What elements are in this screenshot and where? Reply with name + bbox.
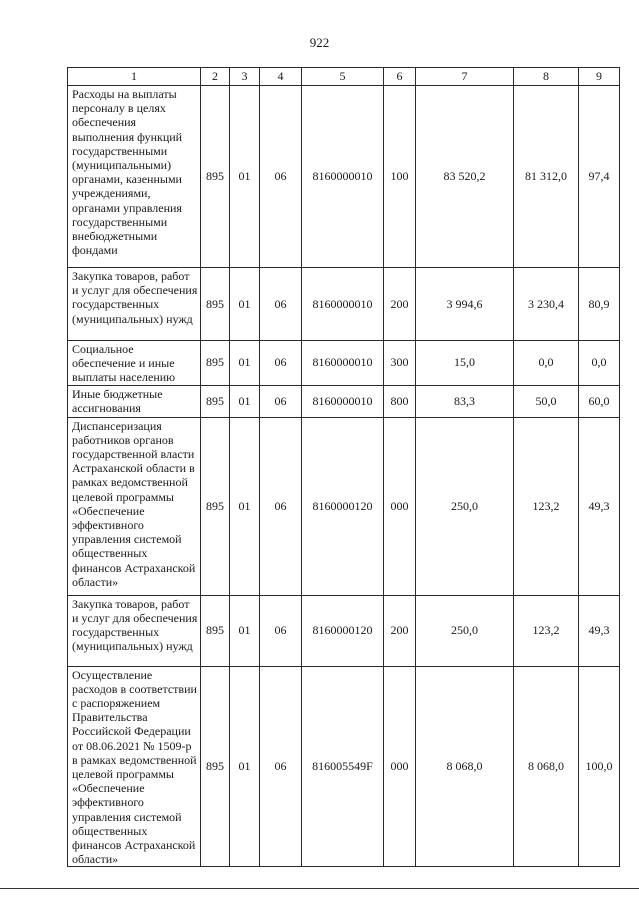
header-cell: 6 — [384, 68, 416, 86]
cell-planned: 8 068,0 — [416, 666, 514, 867]
cell-expense-type: 000 — [384, 666, 416, 867]
cell-admin-code: 895 — [201, 86, 230, 268]
cell-expense-type: 200 — [384, 595, 416, 666]
header-cell: 7 — [416, 68, 514, 86]
cell-subsection: 06 — [260, 341, 302, 386]
cell-target-article: 8160000010 — [302, 385, 384, 417]
cell-percent: 0,0 — [579, 341, 620, 386]
cell-target-article: 8160000010 — [302, 268, 384, 341]
cell-target-article: 8160000120 — [302, 595, 384, 666]
cell-section: 01 — [230, 666, 260, 867]
cell-section: 01 — [230, 417, 260, 595]
cell-executed: 50,0 — [514, 385, 579, 417]
cell-section: 01 — [230, 595, 260, 666]
header-cell: 2 — [201, 68, 230, 86]
cell-target-article: 816005549F — [302, 666, 384, 867]
table-row — [68, 595, 620, 666]
header-cell: 9 — [579, 68, 620, 86]
row-description: Закупка товаров, работ и услуг для обеспечения государственных (муниципальных) нужд — [68, 595, 201, 666]
budget-table — [67, 67, 620, 867]
cell-executed: 3 230,4 — [514, 268, 579, 341]
row-description: Закупка товаров, работ и услуг для обеспечения государственных (муниципальных) нужд — [68, 268, 201, 341]
cell-admin-code: 895 — [201, 595, 230, 666]
cell-percent: 49,3 — [579, 417, 620, 595]
cell-expense-type: 800 — [384, 385, 416, 417]
table-row — [68, 268, 620, 341]
cell-admin-code: 895 — [201, 341, 230, 386]
cell-planned: 15,0 — [416, 341, 514, 386]
cell-percent: 100,0 — [579, 666, 620, 867]
cell-planned: 83 520,2 — [416, 86, 514, 268]
row-description: Иные бюджетные ассигнования — [68, 385, 201, 417]
cell-subsection: 06 — [260, 268, 302, 341]
cell-expense-type: 000 — [384, 417, 416, 595]
cell-executed: 123,2 — [514, 417, 579, 595]
cell-expense-type: 200 — [384, 268, 416, 341]
header-cell: 3 — [230, 68, 260, 86]
cell-admin-code: 895 — [201, 268, 230, 341]
row-description: Расходы на выплаты персоналу в целях обеспечения выполнения функций государственными (муниципальными) органами, казенными учреждениями, органами управления государственными внебюджетными фондами — [68, 86, 201, 268]
table-row — [68, 385, 620, 417]
cell-section: 01 — [230, 86, 260, 268]
cell-target-article: 8160000120 — [302, 417, 384, 595]
cell-target-article: 8160000010 — [302, 341, 384, 386]
cell-section: 01 — [230, 268, 260, 341]
cell-admin-code: 895 — [201, 385, 230, 417]
header-cell: 8 — [514, 68, 579, 86]
cell-expense-type: 100 — [384, 86, 416, 268]
cell-subsection: 06 — [260, 417, 302, 595]
cell-planned: 250,0 — [416, 595, 514, 666]
cell-subsection: 06 — [260, 666, 302, 867]
page-bottom-rule — [0, 888, 639, 889]
cell-expense-type: 300 — [384, 341, 416, 386]
table-header-row — [68, 68, 620, 86]
cell-planned: 250,0 — [416, 417, 514, 595]
cell-admin-code: 895 — [201, 666, 230, 867]
row-description: Социальное обеспечение и иные выплаты населению — [68, 341, 201, 386]
header-cell: 5 — [302, 68, 384, 86]
row-description: Осуществление расходов в соответствии с распоряжением Правительства Российской Федерации от 08.06.2021 № 1509-р в рамках ведомственной целевой программы «Обеспечение эффективного управления системой общественных финансов Астраханской области» — [68, 666, 201, 867]
cell-subsection: 06 — [260, 385, 302, 417]
table-row — [68, 341, 620, 386]
cell-subsection: 06 — [260, 86, 302, 268]
cell-percent: 49,3 — [579, 595, 620, 666]
cell-section: 01 — [230, 385, 260, 417]
cell-executed: 81 312,0 — [514, 86, 579, 268]
table-row — [68, 417, 620, 595]
page-number: 922 — [309, 35, 330, 50]
table-row — [68, 666, 620, 867]
cell-executed: 8 068,0 — [514, 666, 579, 867]
cell-planned: 3 994,6 — [416, 268, 514, 341]
cell-executed: 123,2 — [514, 595, 579, 666]
cell-section: 01 — [230, 341, 260, 386]
cell-percent: 80,9 — [579, 268, 620, 341]
cell-target-article: 8160000010 — [302, 86, 384, 268]
row-description: Диспансеризация работников органов государственной власти Астраханской области в рамках ведомственной целевой программы «Обеспечение эффективного управления системой общественных финансов Астраханской области» — [68, 417, 201, 595]
cell-percent: 97,4 — [579, 86, 620, 268]
cell-percent: 60,0 — [579, 385, 620, 417]
cell-planned: 83,3 — [416, 385, 514, 417]
cell-subsection: 06 — [260, 595, 302, 666]
header-cell: 1 — [68, 68, 201, 86]
cell-admin-code: 895 — [201, 417, 230, 595]
header-cell: 4 — [260, 68, 302, 86]
cell-executed: 0,0 — [514, 341, 579, 386]
table-row — [68, 86, 620, 268]
